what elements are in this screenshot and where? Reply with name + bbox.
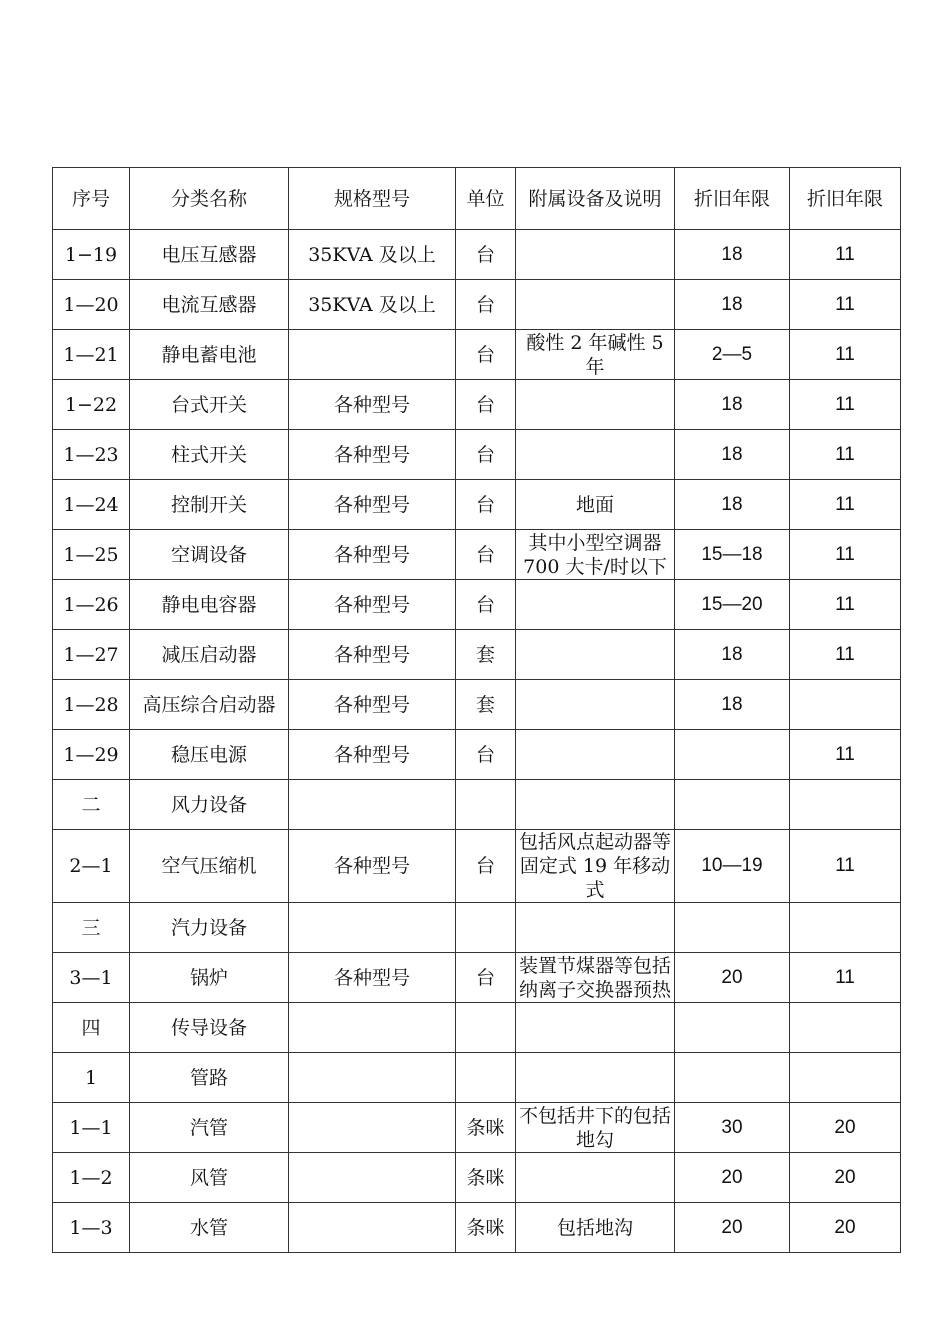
cell-note	[516, 903, 675, 953]
table-row	[53, 530, 901, 580]
cell-no: 1—26	[53, 580, 130, 630]
cell-spec	[289, 330, 456, 380]
cell-rate: 20	[790, 1153, 901, 1203]
cell-name: 控制开关	[130, 480, 289, 530]
cell-rate: 11	[790, 830, 901, 903]
cell-note	[516, 780, 675, 830]
cell-years: 18	[675, 680, 790, 730]
cell-unit: 台	[456, 530, 516, 580]
cell-note: 包括地沟	[516, 1203, 675, 1253]
cell-name: 汽力设备	[130, 903, 289, 953]
cell-no: 1	[53, 1053, 130, 1103]
cell-no: 1−19	[53, 230, 130, 280]
cell-unit: 台	[456, 830, 516, 903]
cell-spec	[289, 1203, 456, 1253]
cell-no: 1—21	[53, 330, 130, 380]
cell-note: 地面	[516, 480, 675, 530]
cell-unit: 条咪	[456, 1103, 516, 1153]
cell-spec: 各种型号	[289, 830, 456, 903]
cell-name: 静电蓄电池	[130, 330, 289, 380]
cell-years: 18	[675, 280, 790, 330]
cell-no: 1—3	[53, 1203, 130, 1253]
cell-name: 传导设备	[130, 1003, 289, 1053]
cell-note: 酸性 2 年碱性 5 年	[516, 330, 675, 380]
cell-years: 18	[675, 630, 790, 680]
cell-note	[516, 230, 675, 280]
cell-unit: 条咪	[456, 1153, 516, 1203]
cell-rate	[790, 903, 901, 953]
cell-spec: 各种型号	[289, 630, 456, 680]
cell-no: 1—2	[53, 1153, 130, 1203]
cell-note	[516, 380, 675, 430]
cell-rate: 11	[790, 230, 901, 280]
cell-unit: 台	[456, 953, 516, 1003]
cell-note	[516, 1053, 675, 1103]
cell-note	[516, 1153, 675, 1203]
cell-spec: 各种型号	[289, 580, 456, 630]
cell-years: 20	[675, 953, 790, 1003]
cell-rate: 11	[790, 330, 901, 380]
cell-no: 2—1	[53, 830, 130, 903]
cell-no: 三	[53, 903, 130, 953]
cell-name: 风力设备	[130, 780, 289, 830]
header-unit: 单位	[456, 168, 516, 230]
cell-name: 减压启动器	[130, 630, 289, 680]
cell-name: 空调设备	[130, 530, 289, 580]
cell-unit: 台	[456, 330, 516, 380]
table-row	[53, 330, 901, 380]
cell-spec: 各种型号	[289, 953, 456, 1003]
cell-years	[675, 1053, 790, 1103]
cell-years: 18	[675, 380, 790, 430]
cell-rate: 11	[790, 730, 901, 780]
cell-rate	[790, 780, 901, 830]
cell-years	[675, 1003, 790, 1053]
cell-years: 20	[675, 1153, 790, 1203]
cell-unit: 台	[456, 580, 516, 630]
cell-unit	[456, 1003, 516, 1053]
cell-spec: 各种型号	[289, 430, 456, 480]
header-rate: 折旧年限	[790, 168, 901, 230]
cell-rate: 11	[790, 380, 901, 430]
cell-unit	[456, 1053, 516, 1103]
cell-rate: 11	[790, 530, 901, 580]
cell-name: 高压综合启动器	[130, 680, 289, 730]
cell-spec	[289, 1053, 456, 1103]
table-row	[53, 230, 901, 280]
table-row	[53, 480, 901, 530]
table-row	[53, 280, 901, 330]
table-row	[53, 1203, 901, 1253]
table-row	[53, 630, 901, 680]
cell-no: 1—24	[53, 480, 130, 530]
cell-spec	[289, 780, 456, 830]
header-name: 分类名称	[130, 168, 289, 230]
cell-unit: 台	[456, 280, 516, 330]
cell-rate: 11	[790, 580, 901, 630]
cell-rate: 11	[790, 630, 901, 680]
cell-spec	[289, 1153, 456, 1203]
cell-spec: 各种型号	[289, 380, 456, 430]
table-row	[53, 1103, 901, 1153]
cell-rate: 11	[790, 280, 901, 330]
cell-spec: 各种型号	[289, 530, 456, 580]
cell-years: 2—5	[675, 330, 790, 380]
cell-years	[675, 780, 790, 830]
header-note: 附属设备及说明	[516, 168, 675, 230]
cell-spec: 各种型号	[289, 680, 456, 730]
header-row	[53, 168, 901, 230]
cell-spec: 各种型号	[289, 730, 456, 780]
cell-note: 不包括井下的包括地勾	[516, 1103, 675, 1153]
depreciation-table	[52, 167, 901, 1253]
cell-unit	[456, 903, 516, 953]
cell-note: 包括风点起动器等固定式 19 年移动式	[516, 830, 675, 903]
cell-years: 15—18	[675, 530, 790, 580]
cell-years: 10—19	[675, 830, 790, 903]
cell-note	[516, 730, 675, 780]
cell-no: 四	[53, 1003, 130, 1053]
cell-unit: 台	[456, 730, 516, 780]
cell-note: 装置节煤器等包括纳离子交换器预热	[516, 953, 675, 1003]
cell-name: 水管	[130, 1203, 289, 1253]
cell-rate	[790, 1053, 901, 1103]
cell-no: 1—23	[53, 430, 130, 480]
cell-name: 静电电容器	[130, 580, 289, 630]
cell-name: 柱式开关	[130, 430, 289, 480]
cell-name: 风管	[130, 1153, 289, 1203]
cell-note	[516, 680, 675, 730]
cell-unit: 套	[456, 680, 516, 730]
cell-name: 电压互感器	[130, 230, 289, 280]
table-row	[53, 953, 901, 1003]
cell-unit: 台	[456, 230, 516, 280]
cell-spec: 35KVA 及以上	[289, 230, 456, 280]
cell-no: 1—1	[53, 1103, 130, 1153]
header-spec: 规格型号	[289, 168, 456, 230]
cell-spec	[289, 1103, 456, 1153]
cell-rate: 11	[790, 953, 901, 1003]
table-row	[53, 730, 901, 780]
cell-note	[516, 430, 675, 480]
cell-unit: 台	[456, 380, 516, 430]
table-row	[53, 903, 901, 953]
cell-years: 20	[675, 1203, 790, 1253]
cell-name: 管路	[130, 1053, 289, 1103]
table-row	[53, 1003, 901, 1053]
cell-rate	[790, 1003, 901, 1053]
cell-rate: 20	[790, 1103, 901, 1153]
cell-note	[516, 1003, 675, 1053]
cell-no: 1—29	[53, 730, 130, 780]
cell-years	[675, 903, 790, 953]
table-row	[53, 680, 901, 730]
cell-unit: 套	[456, 630, 516, 680]
cell-years: 18	[675, 430, 790, 480]
header-no: 序号	[53, 168, 130, 230]
table-row	[53, 780, 901, 830]
cell-spec: 各种型号	[289, 480, 456, 530]
cell-note: 其中小型空调器 700 大卡/时以下	[516, 530, 675, 580]
cell-spec: 35KVA 及以上	[289, 280, 456, 330]
cell-years: 18	[675, 480, 790, 530]
cell-name: 稳压电源	[130, 730, 289, 780]
cell-name: 空气压缩机	[130, 830, 289, 903]
cell-unit: 台	[456, 430, 516, 480]
cell-name: 锅炉	[130, 953, 289, 1003]
cell-spec	[289, 1003, 456, 1053]
cell-no: 1−22	[53, 380, 130, 430]
cell-unit: 台	[456, 480, 516, 530]
table-row	[53, 1153, 901, 1203]
cell-unit	[456, 780, 516, 830]
cell-no: 二	[53, 780, 130, 830]
cell-no: 1—28	[53, 680, 130, 730]
cell-no: 3—1	[53, 953, 130, 1003]
cell-name: 汽管	[130, 1103, 289, 1153]
table-row	[53, 830, 901, 903]
cell-note	[516, 580, 675, 630]
cell-no: 1—20	[53, 280, 130, 330]
cell-note	[516, 630, 675, 680]
cell-rate: 11	[790, 430, 901, 480]
cell-years	[675, 730, 790, 780]
table-row	[53, 380, 901, 430]
cell-name: 台式开关	[130, 380, 289, 430]
cell-spec	[289, 903, 456, 953]
table-row	[53, 430, 901, 480]
cell-no: 1—25	[53, 530, 130, 580]
table-row	[53, 1053, 901, 1103]
cell-no: 1—27	[53, 630, 130, 680]
cell-note	[516, 280, 675, 330]
cell-years: 18	[675, 230, 790, 280]
cell-years: 30	[675, 1103, 790, 1153]
cell-rate: 20	[790, 1203, 901, 1253]
cell-name: 电流互感器	[130, 280, 289, 330]
header-years: 折旧年限	[675, 168, 790, 230]
cell-unit: 条咪	[456, 1203, 516, 1253]
table-row	[53, 580, 901, 630]
cell-rate	[790, 680, 901, 730]
cell-years: 15—20	[675, 580, 790, 630]
cell-rate: 11	[790, 480, 901, 530]
